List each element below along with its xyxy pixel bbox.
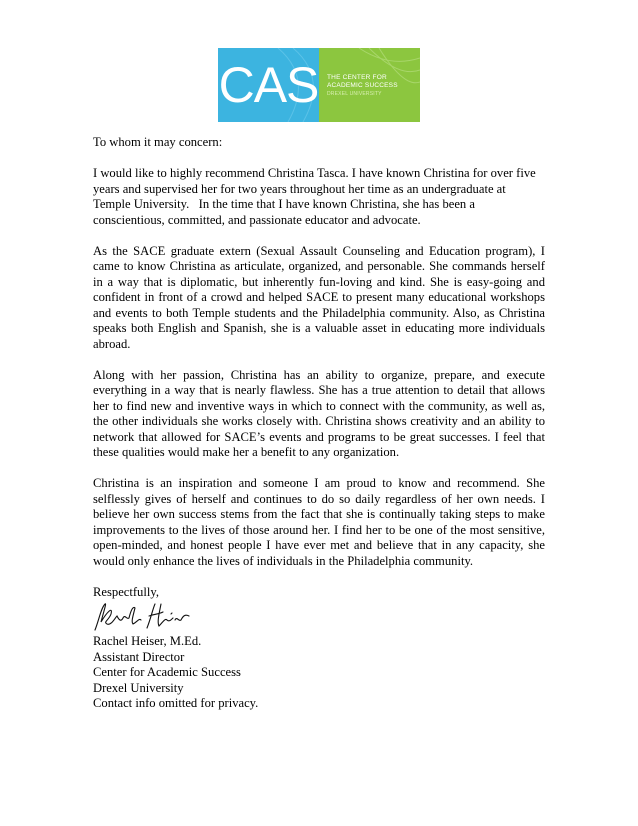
paragraph-3: Along with her passion, Christina has an ability to organize, prepare, and execute everything in a way that is nearly flawless. She has a true attention to detail that allows her to find new and inventive ways in which to connect with the community, as well as, the other individuals she works closely with. Christina shows creativity and an ability to network that allowed for SACE’s events and programs to be great successes. I feel that these qualities would make her a benefit to any organization. [93,367,545,460]
logo-letters: CAS [218,57,319,113]
logo-line-2: ACADEMIC SUCCESS [327,82,398,89]
paragraph-1-line: Temple University. In the time that I have known Christina, she has been a [93,197,475,212]
logo-blue-panel [218,48,319,122]
signer-department: Center for Academic Success [93,665,241,680]
logo-text [327,74,398,98]
paragraph-4: Christina is an inspiration and someone I am proud to know and recommend. She selflessly gives of herself and continues to do so daily regardless of her own needs. I believe her own success stems from the fact that she is continually taking steps to make improvements to the lives of those around her. I find her to be one of the most sensitive, open-minded, and honest people I have ever met and believe that in any capacity, she would only enhance the lives of individuals in the Philadelphia community. [93,476,545,568]
cas-logo [218,48,420,122]
paragraph-1-line: I would like to highly recommend Christina Tasca. I have known Christina for over five [93,166,536,181]
logo-green-panel [319,48,420,122]
salutation: To whom it may concern: [93,135,223,149]
paragraph-1 [93,166,545,228]
signature-image [93,600,193,634]
signature-block [93,585,545,712]
letter-body [93,135,545,712]
closing: Respectfully, [93,584,159,599]
logo-line-1: THE CENTER FOR [327,74,387,81]
signer-contact: Contact info omitted for privacy. [93,696,259,711]
paragraph-1-line: conscientious, committed, and passionate educator and advocate. [93,212,421,227]
signer-university: Drexel University [93,680,184,695]
signer-title: Assistant Director [93,649,185,664]
logo-line-3: DREXEL UNIVERSITY [327,91,382,97]
paragraph-1-line: years and supervised her for two years throughout her time as an undergraduate at [93,181,506,196]
signer-name: Rachel Heiser, M.Ed. [93,634,202,649]
paragraph-2: As the SACE graduate extern (Sexual Assault Counseling and Education program), I came to know Christina as articulate, organized, and personable. She commands herself in a way that is diplomatic, but inherently fun-loving and kind. She is easy-going and confident in front of a crowd and helped SACE to present many educational workshops and events to both Temple students and the Philadelphia community. Also, as Christina speaks both English and Spanish, she is a valuable asset in educating more individuals abroad. [93,243,545,351]
